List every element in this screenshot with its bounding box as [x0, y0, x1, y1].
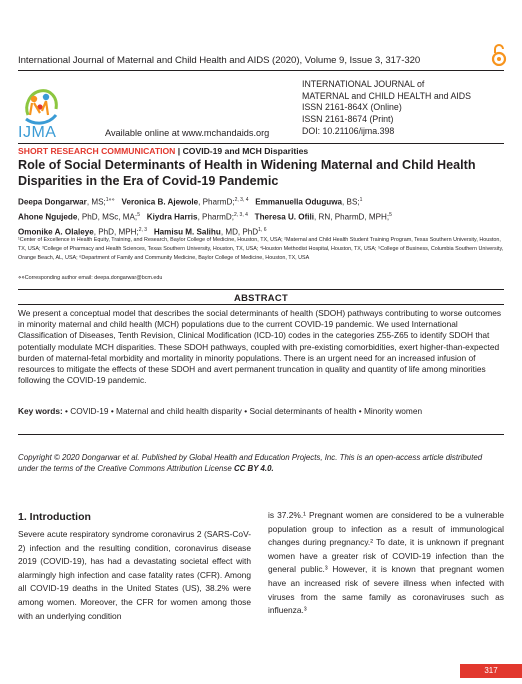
- article-title: Role of Social Determinants of Health in Widening Maternal and Child Health Disparities in the Era of Covid-19 Pandemic: [18, 158, 476, 188]
- journal-info-line: MATERNAL and CHILD HEALTH and AIDS: [302, 90, 471, 101]
- journal-info-line: DOI: 10.21106/ijma.398: [302, 125, 395, 136]
- section-type: SHORT RESEARCH COMMUNICATION: [18, 146, 176, 156]
- author-affil: 5: [389, 212, 392, 219]
- author-degree: , PhD, MSc, MA;: [77, 212, 138, 222]
- author-name: Theresa U. Ofili: [254, 212, 315, 222]
- header-rule: [18, 70, 504, 71]
- section-heading-introduction: 1. Introduction: [18, 511, 91, 523]
- author-affil: 1⋄⋄: [105, 197, 115, 203]
- author-name: Veronica B. Ajewole: [121, 197, 199, 207]
- section-separator: |: [175, 146, 183, 156]
- corresponding-author: ⋄⋄Corresponding author email: deepa.dongarwar@bcm.edu: [18, 275, 163, 281]
- author-name: Hamisu M. Salihu: [153, 227, 221, 237]
- copyright-text: Copyright © 2020 Dongarwar et al. Published by Global Health and Education Projects, Inc. This is an open-access article distributed under the terms of the Creative Commons Attribution License: [18, 453, 483, 474]
- author-affil: 2, 3: [138, 227, 148, 234]
- copyright-notice: [18, 452, 504, 475]
- keywords: [18, 406, 504, 418]
- journal-info-line: INTERNATIONAL JOURNAL of: [302, 79, 425, 89]
- author-affil: 1, 6: [258, 227, 267, 234]
- license-label: CC BY 4.0.: [233, 464, 274, 474]
- section-tag: [18, 146, 308, 156]
- abstract-top-rule: [18, 289, 504, 290]
- page-number: 317: [460, 664, 522, 678]
- author-name: Emmanuella Oduguwa: [255, 197, 343, 207]
- affiliations: ¹Center of Excellence in Health Equity, Training, and Research, Baylor College of Medicine, Houston, TX, USA; ²Maternal and Child Health Student Training Program, Texas Southern University, Houston, TX, USA; ³College of Pharmacy and Health Sciences, Texas Southern University, Houston, TX, USA; ⁴Houston Methodist Hospital, Houston, TX, USA; ⁵College of Business, Columbia Southern University, Orange Beach, AL, USA; ⁶Department of Family and Community Medicine, Baylor College of Medicine, Houston, TX, USA: [18, 237, 504, 261]
- author-degree: , BS;: [342, 197, 360, 207]
- keywords-label: Key words:: [18, 406, 63, 416]
- author-degree: , PharmD;: [198, 197, 235, 207]
- journal-citation: International Journal of Maternal and Child Health and AIDS (2020), Volume 9, Issue 3, 317-320: [18, 55, 421, 66]
- logo-text: IJMA: [18, 124, 57, 141]
- journal-info-line: ISSN 2161-864X (Online): [302, 102, 402, 113]
- masthead-rule: [18, 143, 504, 144]
- body-column-left: Severe acute respiratory syndrome coronavirus 2 (SARS-CoV-2) infection and the resulting condition, coronavirus disease 2019 (COVID-19), has had a devastating societal effect with alarmingly high infection and case fatality rates (CFR). Among all COVID-19 deaths in the United States (US), 38.2% were among women. Moreover, the CFR for women among those with an underlying condition: [18, 529, 251, 621]
- author-list: [18, 194, 508, 239]
- author-name: Ahone Ngujede: [18, 212, 78, 222]
- author-degree: , PhD, MPH;: [93, 227, 139, 237]
- abstract-heading: ABSTRACT: [234, 292, 288, 303]
- abstract-text: We present a conceptual model that describes the social determinants of health (SDOH) pathways contributing to worse outcomes in minority maternal and child health (MCH) populations due to the current COVID-19 pandemic. We used International Classification of Diseases, Tenth Revision, Clinical Modification (ICD-10) codes in the categories Z55-Z65 to identify SDOH that potentially modulate MCH disparities. These SDOH pathways, coupled with pre-existing comorbidities, exert higher-than-expected burden of maternal-fetal morbidity and mortality in minority populations. There is an urgent need for an increased infusion of resources to mitigate the effects of these SDOH and avert permanent truncation in quality and quantity of life among minorities following the COVID-19 pandemic.: [18, 308, 502, 386]
- section-topic: COVID-19 and MCH Disparities: [182, 146, 309, 156]
- author-affil: 1: [359, 197, 363, 203]
- keywords-rule: [18, 434, 504, 435]
- author-degree: , MD, PhD: [220, 227, 259, 237]
- body-column-right: is 37.2%.¹ Pregnant women are considered to be a vulnerable population group to infection as a result of immunological changes during pregnancy.² To date, it is unknown if pregnant women have a greater risk of COVID-19 infection than the general public.³ However, it is known that pregnant women have an increased risk of severe illness when infected with viruses from the same family as coronaviruses such as influenza.³: [268, 510, 504, 616]
- author-affil: 2, 3, 4: [234, 212, 248, 219]
- open-access-icon: [491, 44, 507, 66]
- keywords-list: • COVID-19 • Maternal and child health disparity • Social determinants of health • Minority women: [62, 406, 423, 416]
- author-affil: 2, 3, 4: [234, 197, 249, 203]
- journal-info-block: [302, 79, 471, 138]
- author-name: Kiydra Harris: [146, 212, 198, 222]
- author-degree: , RN, PharmD, MPH;: [314, 212, 390, 222]
- available-online-text: Available online at www.mchandaids.org: [105, 128, 270, 138]
- abstract-heading-rule: [18, 304, 504, 305]
- author-affil: 5: [137, 212, 140, 219]
- journal-info-line: ISSN 2161-8674 (Print): [302, 114, 394, 125]
- author-name: Deepa Dongarwar: [18, 197, 87, 207]
- author-degree: , MS;: [86, 197, 106, 207]
- author-name: Omonike A. Olaleye: [18, 227, 94, 237]
- author-degree: , PharmD;: [197, 212, 234, 222]
